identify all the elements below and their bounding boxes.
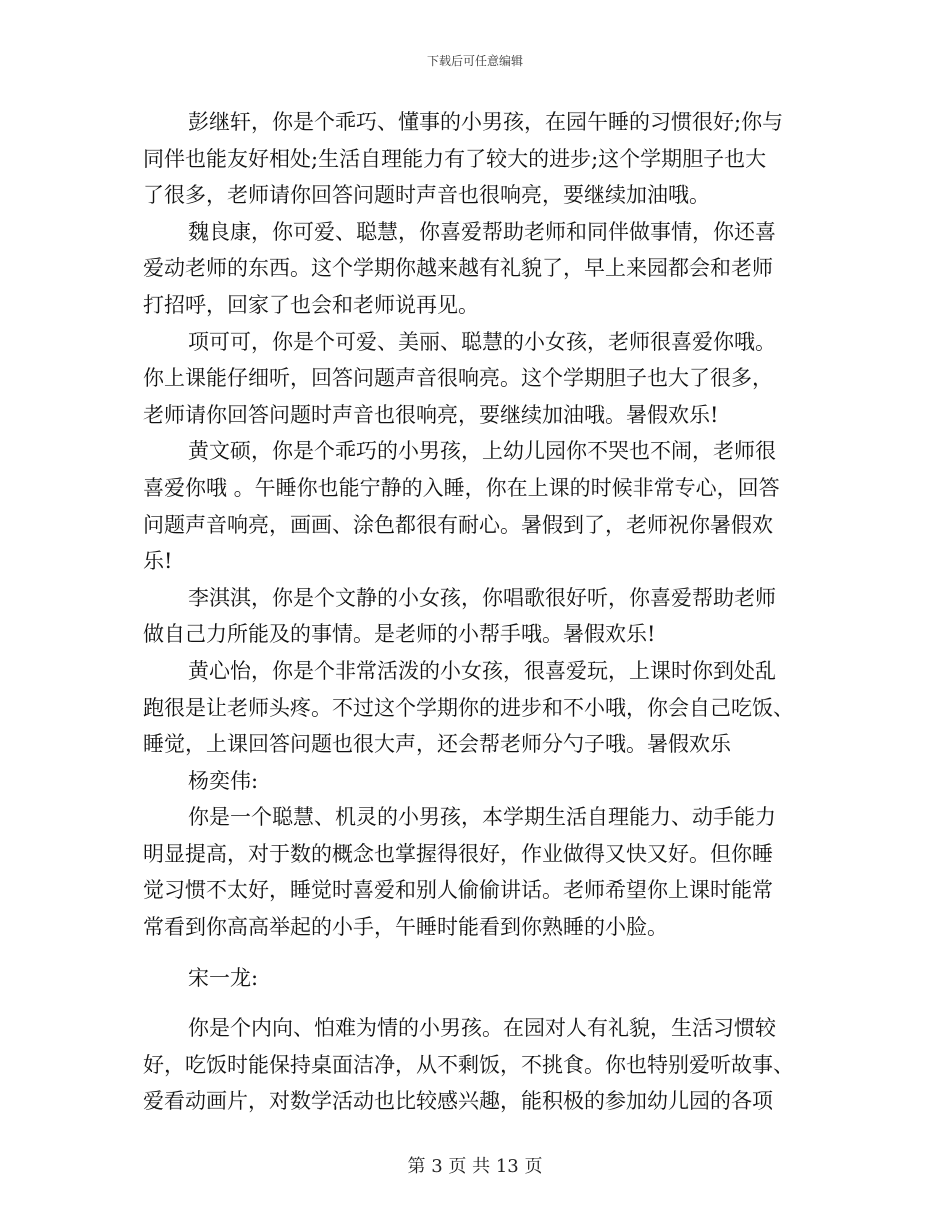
- paragraph-line: 常看到你高高举起的小手，午睡时能看到你熟睡的小脸。: [143, 915, 668, 940]
- paragraph-line: 了很多，老师请你回答问题时声音也很响亮，要继续加油哦。: [143, 183, 710, 208]
- paragraph-line: 同伴也能友好相处;生活自理能力有了较大的进步;这个学期胆子也大: [143, 146, 767, 171]
- paragraph-line: 你是个内向、怕难为情的小男孩。在园对人有礼貌，生活习惯较: [188, 1016, 776, 1041]
- paragraph-line: 黄心怡，你是个非常活泼的小女孩，很喜爱玩，上课时你到处乱: [188, 658, 776, 683]
- paragraph-line: 问题声音响亮，画画、涂色都很有耐心。暑假到了，老师祝你暑假欢: [143, 512, 773, 537]
- paragraph-line: 杨奕伟:: [188, 768, 259, 793]
- paragraph-line: 好，吃饭时能保持桌面洁净，从不剩饭，不挑食。你也特别爱听故事、: [143, 1052, 794, 1077]
- page-footer: 第 3 页 共 13 页: [407, 1156, 543, 1177]
- paragraph-line: 李淇淇，你是个文静的小女孩，你唱歌很好听，你喜爱帮助老师: [188, 585, 776, 610]
- paragraph-line: 乐!: [143, 549, 173, 574]
- paragraph-line: 打招呼，回家了也会和老师说再见。: [143, 292, 479, 317]
- paragraph-line: 黄文硕，你是个乖巧的小男孩，上幼儿园你不哭也不闹，老师很: [188, 439, 776, 464]
- paragraph-line: 宋一龙:: [188, 965, 259, 990]
- paragraph-line: 你是一个聪慧、机灵的小男孩，本学期生活自理能力、动手能力: [188, 805, 776, 830]
- paragraph-line: 魏良康，你可爱、聪慧，你喜爱帮助老师和同伴做事情，你还喜: [188, 219, 776, 244]
- paragraph-line: 做自己力所能及的事情。是老师的小帮手哦。暑假欢乐!: [143, 622, 656, 647]
- paragraph-line: 跑很是让老师头疼。不过这个学期你的进步和不小哦，你会自己吃饭、: [143, 695, 794, 720]
- page-header: 下载后可任意编辑: [426, 54, 523, 68]
- paragraph-line: 彭继轩，你是个乖巧、懂事的小男孩，在园午睡的习惯很好;你与: [188, 110, 784, 134]
- paragraph-line: 老师请你回答问题时声音也很响亮，要继续加油哦。暑假欢乐!: [143, 402, 719, 427]
- paragraph-line: 你上课能仔细听，回答问题声音很响亮。这个学期胆子也大了很多，: [143, 366, 773, 391]
- paragraph-line: 爱看动画片，对数学活动也比较感兴趣，能积极的参加幼儿园的各项: [143, 1089, 773, 1114]
- paragraph-line: 睡觉，上课回答问题也很大声，还会帮老师分勺子哦。暑假欢乐: [143, 732, 731, 757]
- paragraph-line: 喜爱你哦 。午睡你也能宁静的入睡，你在上课的时候非常专心，回答: [143, 475, 780, 500]
- document-body: [143, 104, 803, 1120]
- paragraph-line: 爱动老师的东西。这个学期你越来越有礼貌了，早上来园都会和老师: [143, 256, 773, 281]
- paragraph-line: 项可可，你是个可爱、美丽、聪慧的小女孩，老师很喜爱你哦。: [188, 329, 776, 354]
- paragraph-line: 觉习惯不太好，睡觉时喜爱和别人偷偷讲话。老师希望你上课时能常: [143, 878, 773, 903]
- paragraph-line: 明显提高，对于数的概念也掌握得很好，作业做得又快又好。但你睡: [143, 841, 773, 866]
